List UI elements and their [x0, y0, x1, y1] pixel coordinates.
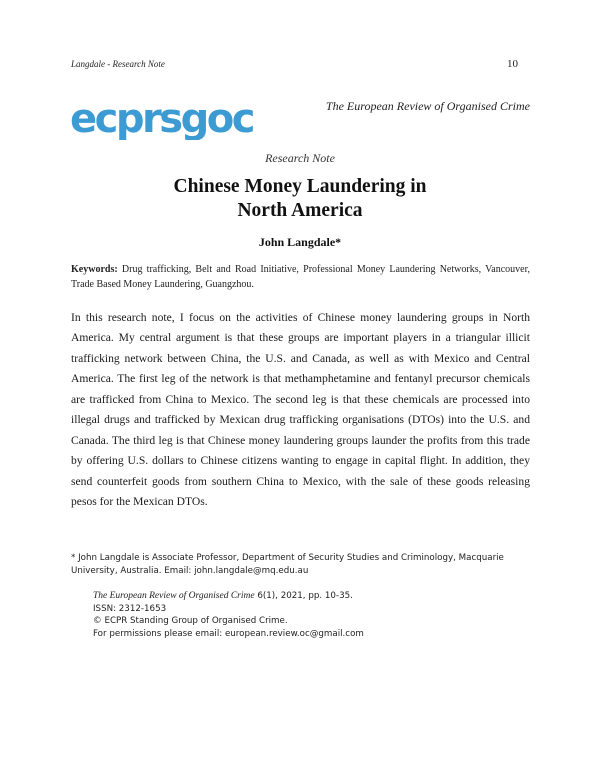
citation-issn: ISSN: 2312-1653 [93, 603, 167, 614]
keywords-label: Keywords: [71, 264, 118, 275]
article-type: Research Note [265, 151, 335, 165]
citation-copyright: © ECPR Standing Group of Organised Crime. [93, 616, 288, 626]
running-head: Langdale - Research Note [71, 59, 165, 69]
citation-issue: 6(1), 2021, pp. 10-35. [254, 591, 353, 601]
abstract-body: In this research note, I focus on the activities of Chinese money laundering groups in North America. My central argument is that these groups are important players in a triangular illicit trafficking network between China, the U.S. and Canada, as well as with Mexico and Central America. The first leg of the network is that methamphetamine and fentanyl precursor chemicals are trafficked from China to Mexico. The second leg is that these chemicals are processed into illegal drugs and trafficked by Mexican drug trafficking organisations (DTOs) into the U.S. and Canada. The third leg is that Chinese money laundering groups launder the profits from this trade by offering U.S. dollars to Chinese citizens wanting to engage in capital flight. In addition, they send counterfeit goods from southern China to Mexico, with the sale of these goods releasing pesos for the Mexican DTOs. [71, 311, 530, 509]
title-line-2: North America [237, 200, 363, 221]
journal-title: The European Review of Organised Crime [325, 99, 530, 113]
article-title [0, 175, 600, 223]
logo-text: ecprsgoc [70, 96, 254, 140]
keywords-list: Drug trafficking, Belt and Road Initiative, Professional Money Laundering Networks, Vancouver, Trade Based Money Laundering, Guangzhou. [71, 264, 530, 290]
keywords-paragraph [71, 262, 530, 292]
author-footnote: * John Langdale is Associate Professor, Department of Security Studies and Criminology, Macquarie University, Australia. Email: john.langdale@mq.edu.au [71, 553, 504, 576]
citation-permissions: For permissions please email: european.review.oc@gmail.com [93, 628, 364, 639]
citation-journal: The European Review of Organised Crime [93, 591, 255, 601]
citation-block [93, 590, 364, 640]
title-line-1: Chinese Money Laundering in [173, 176, 427, 197]
author-name: John Langdale* [258, 235, 342, 249]
citation-journal-line [93, 590, 364, 603]
page-number: 10 [507, 58, 518, 70]
journal-logo [70, 96, 255, 140]
